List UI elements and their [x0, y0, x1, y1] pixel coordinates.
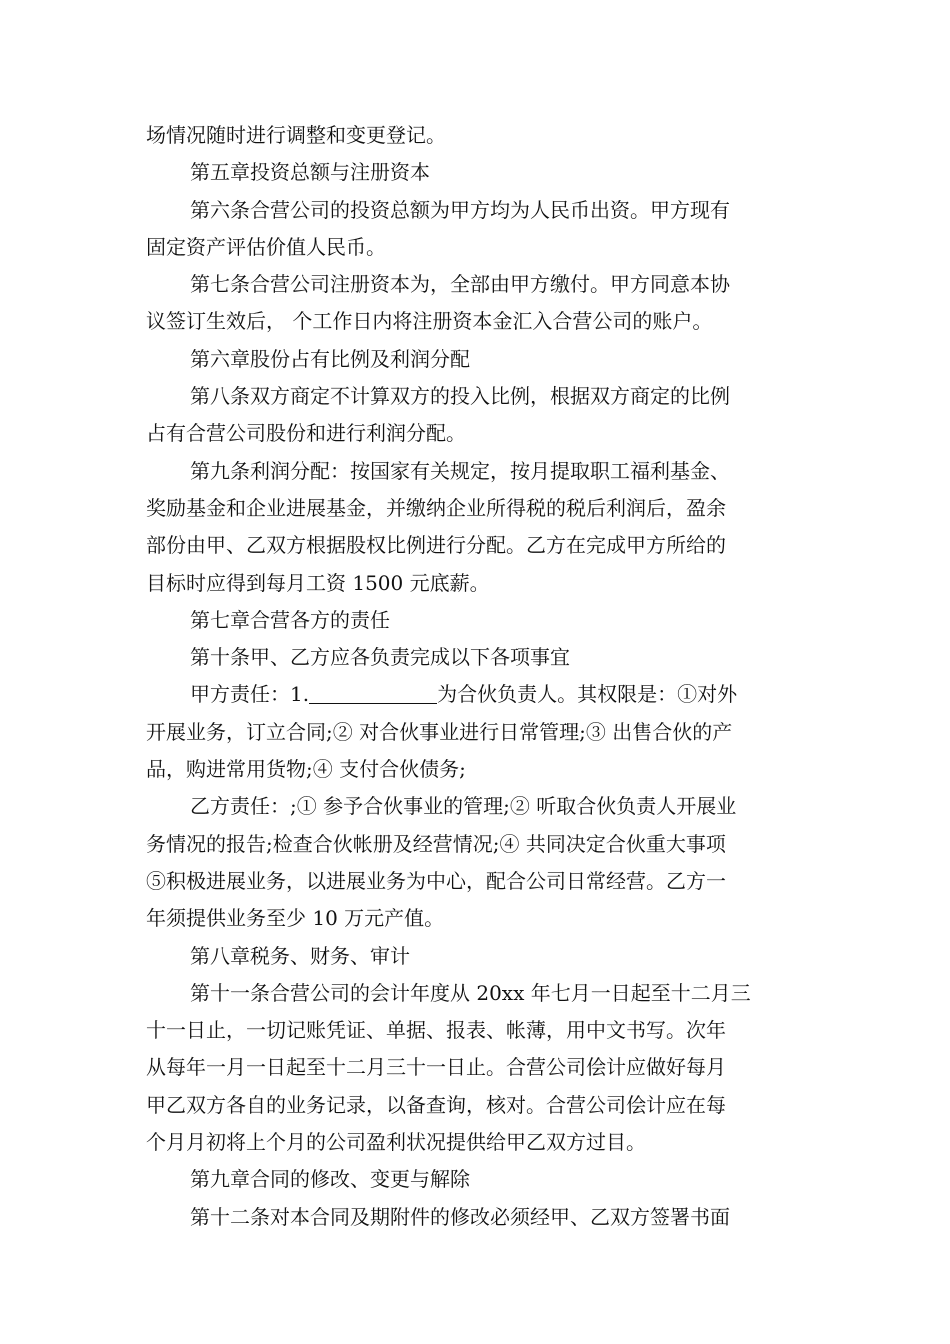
- article-11-line-5: 个月月初将上个月的公司盈利状况提供给甲乙双方过目。: [146, 1130, 646, 1155]
- party-a-duty-line-3: 品，购进常用货物;④ 支付合伙债务;: [146, 757, 466, 782]
- article-8-line-2: 占有合营公司股份和进行利润分配。: [146, 421, 466, 446]
- party-b-duty-line-3: ⑤积极进展业务，以进展业务为中心，配合公司日常经营。乙方一: [146, 868, 726, 893]
- party-b-duty-line-1: 乙方责任：;① 参予合伙事业的管理;② 听取合伙负责人开展业: [190, 794, 737, 819]
- document-body: [146, 117, 814, 1236]
- article-7-line-2: 议签订生效后， 个工作日内将注册资本金汇入合营公司的账户。: [146, 309, 713, 334]
- fill-in-blank: [309, 702, 437, 704]
- article-11-line-1: 第十一条合营公司的会计年度从 20xx 年七月一日起至十二月三: [190, 980, 751, 1005]
- article-9-line-1: 第九条利润分配：按国家有关规定，按月提取职工福利基金、: [190, 458, 730, 483]
- chapter-7-heading: 第七章合营各方的责任: [190, 607, 390, 632]
- article-11-line-2: 十一日止，一切记账凭证、单据、报表、帐薄，用中文书写。次年: [146, 1018, 726, 1043]
- party-a-duty-prefix: 甲方责任：1.: [190, 682, 310, 707]
- article-9-line-3: 部份由甲、乙双方根据股权比例进行分配。乙方在完成甲方所给的: [146, 533, 726, 558]
- party-b-duty-line-2: 务情况的报告;检查合伙帐册及经营情况;④ 共同决定合伙重大事项: [146, 831, 726, 856]
- chapter-5-heading: 第五章投资总额与注册资本: [190, 160, 430, 185]
- article-6-line-2: 固定资产评估价值人民币。: [146, 234, 386, 259]
- article-10-line-1: 第十条甲、乙方应各负责完成以下各项事宜: [190, 645, 570, 670]
- article-9-line-2: 奖励基金和企业进展基金，并缴纳企业所得税的税后利润后，盈余: [146, 495, 726, 520]
- article-11-line-4: 甲乙双方各自的业务记录，以备查询，核对。合营公司侩计应在每: [146, 1092, 726, 1117]
- chapter-6-heading: 第六章股份占有比例及利润分配: [190, 346, 470, 371]
- party-a-duty-line: [146, 676, 814, 713]
- chapter-8-heading: 第八章税务、财务、审计: [190, 943, 410, 968]
- party-b-duty-line-4: 年须提供业务至少 10 万元产值。: [146, 906, 445, 931]
- party-a-duty-suffix: 为合伙负责人。其权限是：①对外: [437, 682, 738, 707]
- article-6-line-1: 第六条合营公司的投资总额为甲方均为人民币出资。甲方现有: [190, 197, 730, 222]
- article-12-line-1: 第十二条对本合同及期附件的修改必须经甲、乙双方签署书面: [190, 1204, 730, 1229]
- article-9-line-4: 目标时应得到每月工资 1500 元底薪。: [146, 570, 490, 595]
- text-line-1: 场情况随时进行调整和变更登记。: [146, 123, 446, 147]
- chapter-9-heading: 第九章合同的修改、变更与解除: [190, 1167, 470, 1192]
- article-11-line-3: 从每年一月一日起至十二月三十一日止。合营公司侩计应做好每月: [146, 1055, 726, 1080]
- party-a-duty-line-2: 开展业务，订立合同;② 对合伙事业进行日常管理;③ 出售合伙的产: [146, 719, 733, 744]
- article-7-line-1: 第七条合营公司注册资本为，全部由甲方缴付。甲方同意本协: [190, 272, 730, 297]
- article-8-line-1: 第八条双方商定不计算双方的投入比例，根据双方商定的比例: [190, 384, 730, 409]
